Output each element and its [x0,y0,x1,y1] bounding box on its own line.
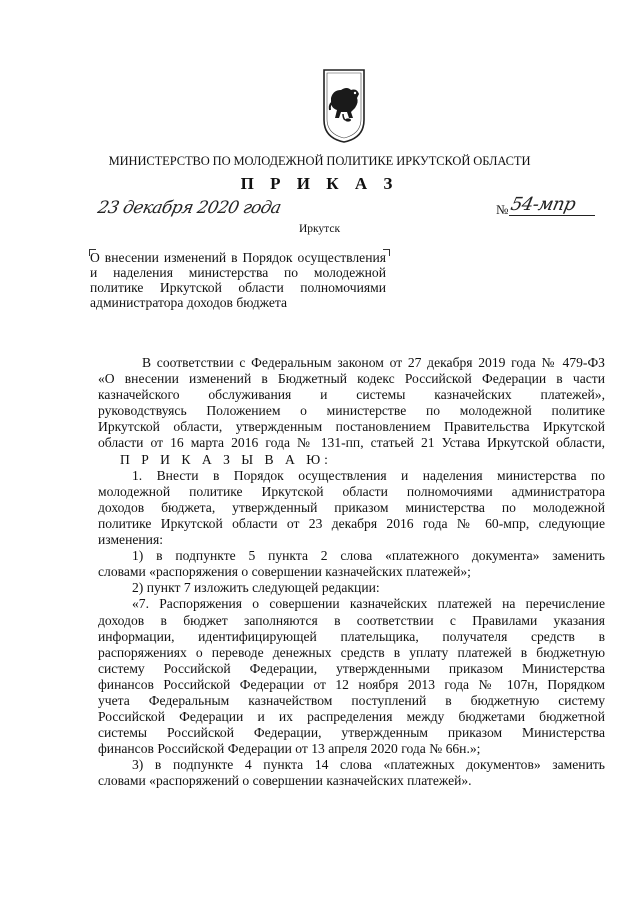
subitem-1-line: 1) в подпункте 5 пункта 2 слова «платежного документа» заменить [132,548,605,564]
city-name: Иркутск [298,223,341,235]
order-number-underline [509,215,595,216]
order-title: П Р И К А З [240,174,399,193]
order-number-handwritten: 54-мпр [508,194,578,215]
item-1-line: доходов бюджета, утвержденный приказом министерства по молодежной [98,499,605,515]
quote-line: учета Федеральным казначейством поступлений в бюджетную систему [98,692,605,708]
order-date-handwritten: 23 декабря 2020 года [95,198,283,218]
quote-line: Российской Федерации и их распределения между бюджетами бюджетной [98,709,605,725]
subitem-1-line: словами «распоряжения о совершении казначейских платежей»; [98,564,471,580]
order-subject: О внесении изменений в Порядок осуществления и наделения министерства по молодежной политике Иркутской области полномочиями администратора доходов бюджета [90,250,386,310]
order-number-label: № [496,202,509,217]
item-1-line: 1. Внести в Порядок осуществления и наделения министерства по [132,467,605,483]
quote-line: финансов Российской Федерации от 13 апреля 2020 года № 66н.»; [98,741,481,757]
item-1-line: изменения: [98,532,163,548]
quote-line: финансов Российской Федерации от 12 ноября 2013 года № 107н, Порядком [98,676,605,692]
body-line: Иркутской области, утвержденным постановлением Правительства Иркутской [98,419,605,435]
ministry-name: МИНИСТЕРСТВО ПО МОЛОДЕЖНОЙ ПОЛИТИКЕ ИРКУТСКОЙ ОБЛАСТИ [108,154,531,168]
quote-line: системы Российской Федерации, утвержденным приказом Министерства [98,725,605,741]
subitem-3-line: словами «распоряжений о совершении казначейских платежей». [98,773,472,789]
coat-of-arms-emblem [321,68,367,144]
subitem-2-line: 2) пункт 7 изложить следующей редакции: [132,580,380,596]
quote-line: систему Российской Федерации, утвержденными приказом Министерства [98,660,605,676]
quote-line: информации, идентифицирующей плательщика, получателя средств в [98,628,605,644]
subitem-3-line: 3) в подпункте 4 пункта 14 слова «платежных документов» заменить [132,757,605,773]
quote-line: «7. Распоряжения о совершении казначейских платежей на перечисление [132,596,605,612]
body-line: В соответствии с Федеральным законом от 27 декабря 2019 года № 479-ФЗ [142,355,605,370]
quote-line: доходов в бюджет заполняются в соответствии с Правилами указания [98,612,605,628]
body-line: «О внесении изменений в Бюджетный кодекс Российской Федерации в части [98,371,605,387]
order-body [98,355,605,790]
body-line: казначейского обслуживания и системы казначейских платежей», [98,387,605,403]
item-1-line: политике Иркутской области от 23 декабря 2016 года № 60-мпр, следующие [98,515,605,531]
body-line: области от 16 марта 2016 года № 131-пп, статьей 21 Устава Иркутской области, [98,435,605,451]
body-line: руководствуясь Положением о министерстве по молодежной политике [98,403,605,419]
prikazyvayu-heading: П Р И К А З Ы В А Ю: [120,451,332,467]
quote-line: распоряжениях о переводе денежных средств в уплату платежей в бюджетную [98,644,605,660]
item-1-line: молодежной политике Иркутской области полномочиями администратора [98,483,605,499]
